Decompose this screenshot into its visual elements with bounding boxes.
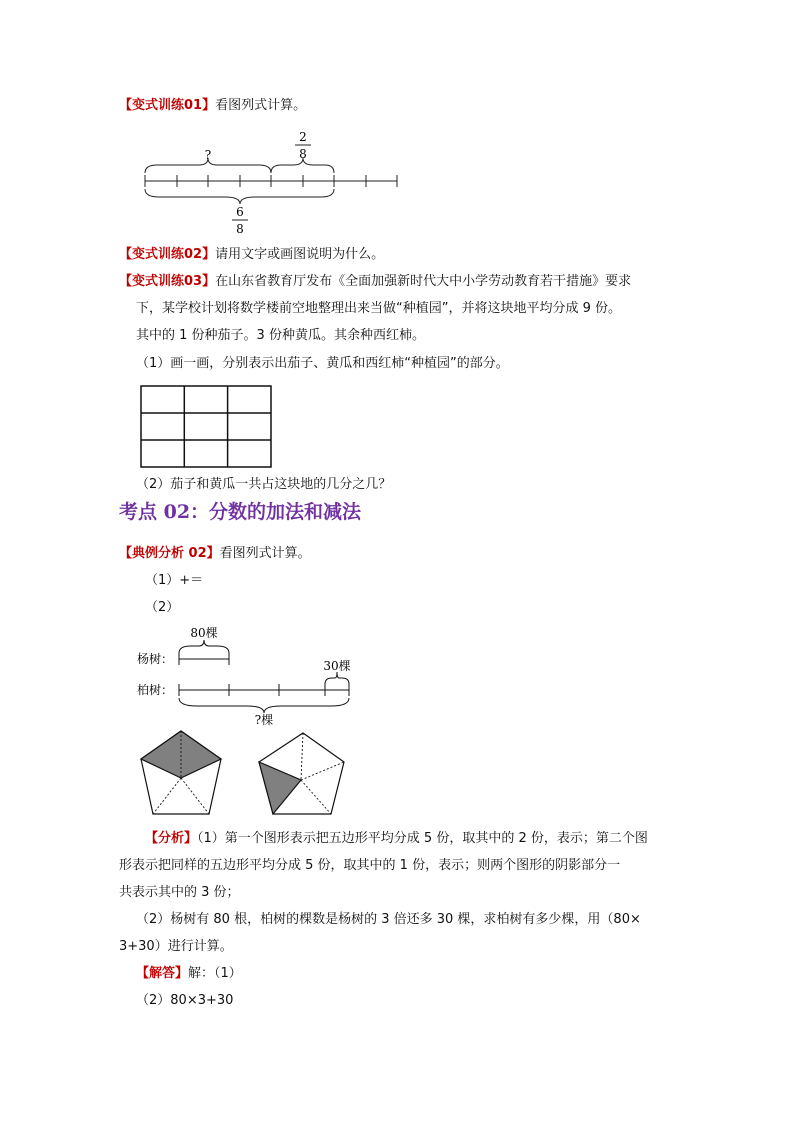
brace-six-eighths (145, 189, 334, 204)
example-02-line (119, 545, 311, 563)
analysis-text1: （1）第一个图形表示把五边形平均分成 5 份，取其中的 2 份，表示；第二个图 (197, 831, 648, 846)
exercise-01-text: 看图列式计算。 (215, 98, 307, 113)
garden-grid (140, 385, 275, 470)
example-02-text: 看图列式计算。 (219, 546, 311, 561)
analysis-line2: 形表示把同样的五边形平均分成 5 份，取其中的 1 份，表示；则两个图形的阴影部分一 (119, 858, 621, 873)
fraction-denominator-bottom: 8 (236, 222, 244, 236)
fraction-bar-diagram (135, 125, 405, 240)
analysis-line4: （2）杨树有 80 根，柏树的棵数是杨树的 3 倍还多 30 棵，求柏树有多少棵，用（80× (136, 912, 641, 927)
exercise-03-question2: （2）茄子和黄瓜一共占这块地的几分之几？ (136, 477, 392, 492)
exercise-02-text: 请用文字或画图说明为什么。 (215, 247, 385, 262)
answer-text: 解：（1） (188, 966, 242, 981)
example-02-question2: （2） (145, 600, 180, 615)
analysis-line5: 3+30）进行计算。 (119, 939, 233, 954)
answer-line1 (136, 965, 242, 983)
exercise-03-question1: （1）画一画，分别表示出茄子、黄瓜和西红柿“种植园”的部分。 (136, 356, 509, 371)
exercise-01-tag: 【变式训练01】 (119, 98, 216, 113)
exercise-02-line (119, 246, 384, 264)
count-30-label: 30棵 (323, 659, 351, 673)
answer-tag: 【解答】 (136, 966, 189, 981)
exercise-03-line2: 下，某学校计划将数学楼前空地整理出来当做“种植园”，并将这块地平均分成 9 份。 (136, 301, 622, 316)
section-heading: 考点 02：分数的加法和减法 (119, 501, 362, 523)
exercise-02-tag: 【变式训练02】 (119, 247, 216, 262)
brace-total (179, 698, 349, 713)
exercise-03-line1 (119, 273, 631, 291)
pentagon-two-fifths (141, 731, 221, 814)
question-mark-label: ? (204, 148, 212, 162)
example-02-question1: （1）+＝ (145, 573, 204, 588)
fraction-numerator-bottom: 6 (236, 205, 244, 219)
pentagon-figures (137, 728, 357, 820)
exercise-03-text1: 在山东省教育厅发布《全面加强新时代大中小学劳动教育若干措施》要求 (215, 274, 632, 289)
analysis-tag: 【分析】 (145, 831, 198, 846)
tree-count-diagram (137, 622, 352, 727)
example-02-tag: 【典例分析 02】 (119, 546, 220, 561)
brace-30 (325, 672, 349, 684)
poplar-label: 杨树： (137, 652, 174, 666)
analysis-line3: 共表示其中的 3 份； (119, 885, 240, 900)
exercise-03-line3: 其中的 1 份种茄子。3 份种黄瓜。其余种西红柿。 (136, 328, 425, 343)
total-label: ?棵 (254, 713, 274, 727)
exercise-01-line (119, 97, 306, 115)
pentagon-one-fifth (259, 733, 344, 814)
count-80-label: 80棵 (190, 626, 218, 640)
fraction-denominator-top: 8 (299, 147, 307, 161)
answer-line2: （2）80×3+30 (136, 993, 234, 1008)
analysis-line1 (145, 830, 648, 848)
exercise-03-tag: 【变式训练03】 (119, 274, 216, 289)
fraction-numerator-top: 2 (299, 130, 307, 144)
cypress-label: 柏树： (137, 683, 174, 697)
brace-80 (179, 640, 229, 653)
